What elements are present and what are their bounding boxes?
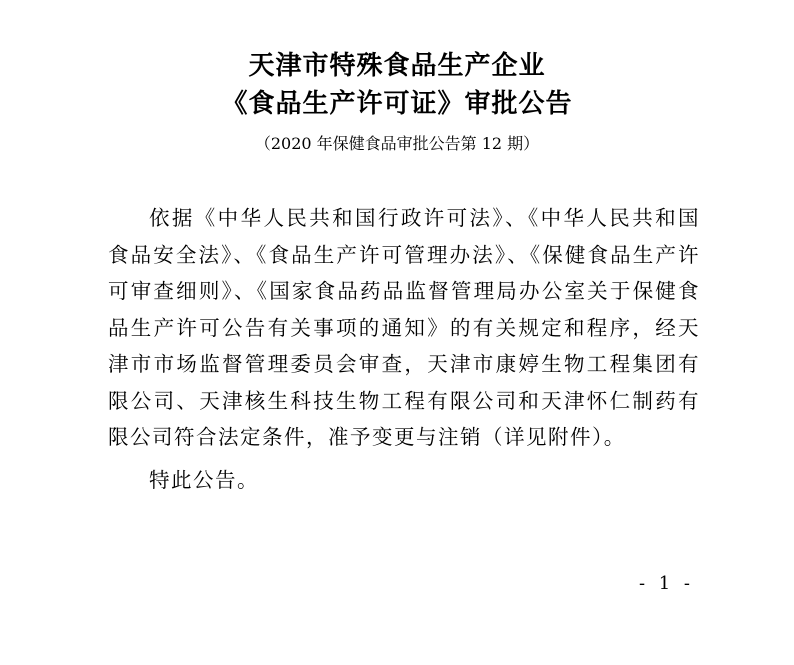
document-title-line-2: 《食品生产许可证》审批公告 bbox=[221, 89, 573, 119]
document-title-line-1: 天津市特殊食品生产企业 bbox=[248, 51, 546, 81]
page-number: - 1 - bbox=[638, 573, 694, 594]
closing-paragraph: 特此公告。 bbox=[149, 468, 259, 492]
document-subtitle: （2020 年保健食品审批公告第 12 期） bbox=[254, 134, 540, 153]
main-paragraph: 依据《中华人民共和国行政许可法》、《中华人民共和国食品安全法》、《食品生产许可管理办法》、《保健食品生产许可审查细则》、《国家食品药品监督管理局办公室关于保健食品生产许可公告有关事项的通知》的有关规定和程序，经天津市市场监督管理委员会审查，天津市康婷生物工程集团有限公司、天津核生科技生物工程有限公司和天津怀仁制药有限公司符合法定条件，准予变更与注销（详见附件）。 bbox=[108, 206, 700, 449]
